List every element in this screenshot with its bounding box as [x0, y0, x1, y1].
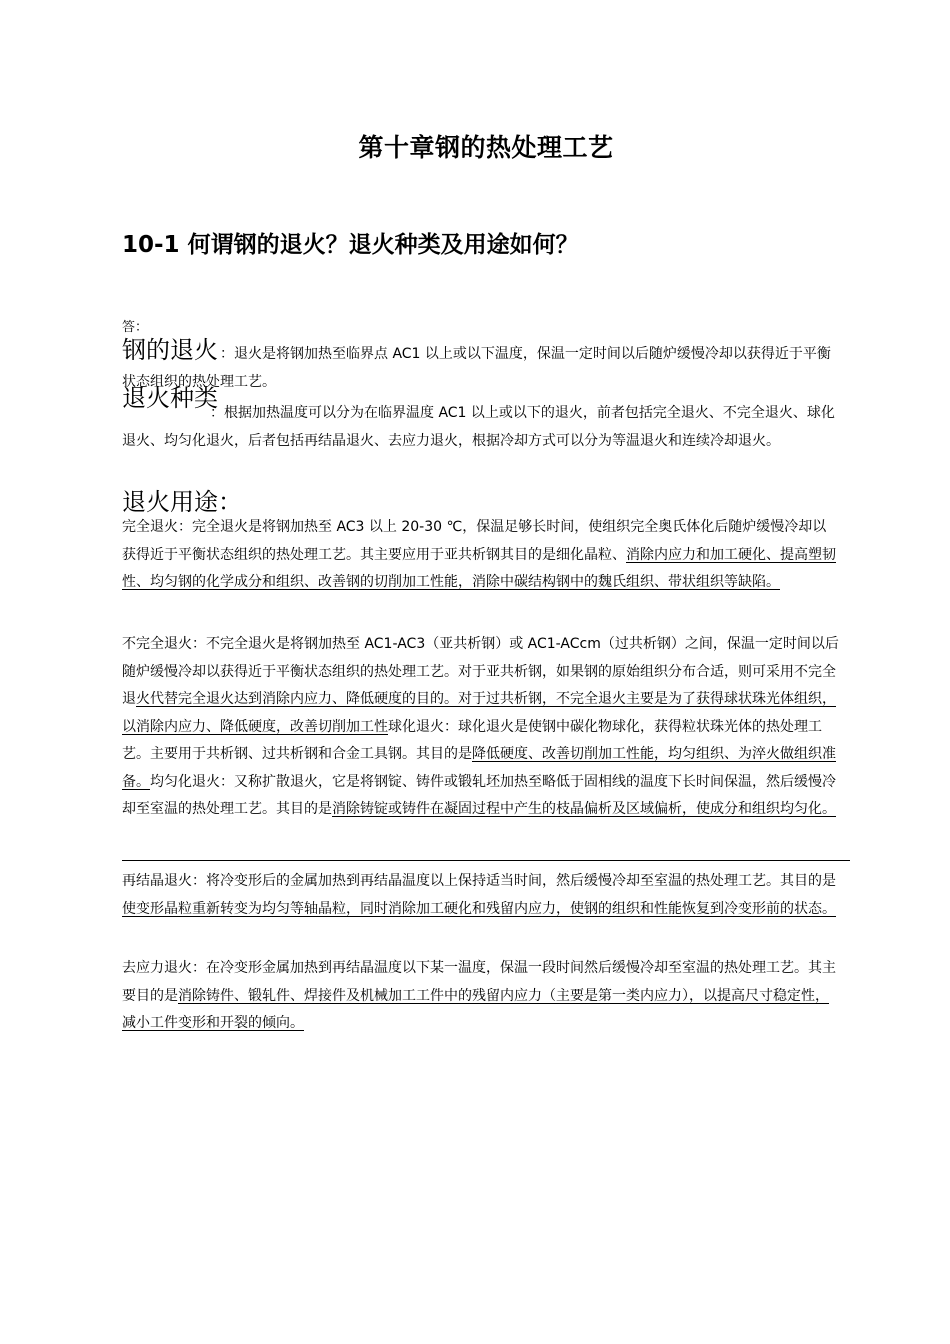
full-annealing-purpose: 消除内应力和加工硬化、提高塑韧性、均匀钢的化学成分和组织、改善钢的切削加工性能，消除中碳结构钢中的魏氏组织、带状组织等缺陷。: [122, 546, 836, 590]
chapter-title: 第十章钢的热处理工艺: [358, 133, 614, 162]
stress-relief-text: 去应力退火：在冷变形金属加热到再结晶温度以下某一温度，保温一段时间然后缓慢冷却至室温的热处理工艺。其主要目的是: [122, 960, 836, 1004]
full-annealing-text: 完全退火：完全退火是将钢加热至 AC3 以上 20-30 ℃，保温足够长时间，使组织完全奥氏体化后随炉缓慢冷却以获得近于平衡状态组织的热处理工艺。其主要应用于亚共析钢其目的是细化晶粒、: [122, 519, 827, 563]
annealing-types: ：根据加热温度可以分为在临界温度 AC1 以上或以下的退火，前者包括完全退火、不完全退火、球化退火、均匀化退火，后者包括再结晶退火、去应力退火，根据冷却方式可以分为等温退火和连续冷却退火。: [122, 405, 835, 449]
recrystallization-purpose: 使变形晶粒重新转变为均匀等轴晶粒，同时消除加工硬化和残留内应力，使钢的组织和性能恢复到冷变形前的状态。: [122, 900, 836, 917]
spheroidizing-text: 球化退火：球化退火是使钢中碳化物球化，获得粒状珠光体的热处理工艺。主要用于共析钢、过共析钢和合金工具钢。其目的是: [122, 718, 822, 762]
recrystallization-paragraph: [122, 868, 840, 923]
uses-head: 退火用途：: [122, 488, 242, 516]
homogenizing-text: 均匀化退火：又称扩散退火，它是将钢锭、铸件或锻轧坯加热至略低于固相线的温度下长时间保温，然后缓慢冷却至室温的热处理工艺。其目的是: [122, 773, 836, 817]
definition-head: 钢的退火: [122, 336, 218, 364]
homogenizing-purpose: 消除铸锭或铸件在凝固过程中产生的枝晶偏析及区域偏析，使成分和组织均匀化。: [332, 801, 836, 817]
recrystallization-text: 再结晶退火：将冷变形后的金属加热到再结晶温度以上保持适当时间，然后缓慢冷却至室温的热处理工艺。其目的是: [122, 873, 836, 889]
question-heading: 10-1 何谓钢的退火？退火种类及用途如何？: [122, 232, 579, 258]
annealing-definition: [122, 336, 840, 396]
answer-label: 答：: [122, 320, 149, 335]
full-annealing-paragraph: [122, 514, 840, 597]
stress-relief-paragraph: [122, 955, 840, 1038]
incomplete-annealing-purpose: 火代替完全退火达到消除内应力、降低硬度的目的。对于过共析钢，不完全退火主要是为了获得球状珠光体组织，以消除内应力、降低硬度，改善切削加工性: [122, 691, 836, 735]
spheroidizing-purpose: 降低硬度、改善切削加工性能，均匀组织、为淬火做组织准备。: [122, 746, 836, 790]
incomplete-annealing-paragraph: [122, 631, 840, 824]
divider-line: [122, 860, 850, 861]
incomplete-annealing-text: 不完全退火：不完全退火是将钢加热至 AC1-AC3（亚共析钢）或 AC1-ACcm（过共析钢）之间，保温一定时间以后随炉缓慢冷却以获得近于平衡状态组织的热处理工艺。对于亚共析钢，如果钢的原始组织分布合适，则可采用不完全退: [122, 636, 839, 707]
stress-relief-purpose: 消除铸件、锻轧件、焊接件及机械加工工件中的残留内应力（主要是第一类内应力），以提高尺寸稳定性，减小工件变形和开裂的倾向。: [122, 987, 829, 1031]
types-head: 退火种类: [122, 384, 218, 412]
definition-text: ：退火是将钢加热至临界点 AC1 以上或以下温度，保温一定时间以后随炉缓慢冷却以获得近于平衡状态组织的热处理工艺。: [122, 346, 831, 390]
